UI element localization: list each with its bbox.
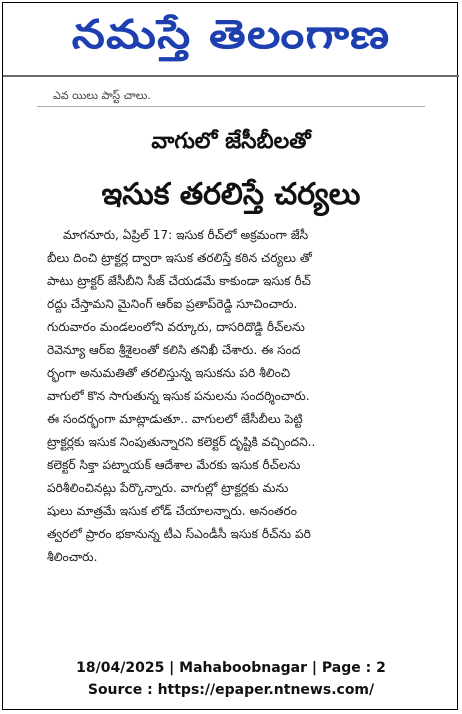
- body-line: రద్దు చేస్తామని మైనింగ్ ఆర్‌ఐ ప్రతాప్‌రెడ్డి సూచించారు.: [47, 297, 298, 311]
- body-line: ర్భంగా అనుమతితో తరలిస్తున్న ఇసుకను పరి శీలించి: [47, 366, 291, 380]
- body-line: శీలించారు.: [47, 550, 98, 564]
- clip-divider: [37, 106, 425, 107]
- body-line: కలెక్టర్ సిక్తా పట్నాయక్ ఆదేశాల మేరకు ఇసుక రీచ్‌లను: [47, 458, 301, 472]
- page-frame: [2, 2, 458, 710]
- article-body: [47, 224, 441, 569]
- body-line: బీలు దించి ట్రాక్టర్ల ద్వారా ఇసుక తరలిస్తే కఠిన చర్యలు తో: [47, 251, 312, 265]
- body-line: మాగనూరు, ఏప్రిల్ 17: ఇసుక రీచ్‌లో అక్రమంగా జేసీ: [63, 228, 309, 242]
- body-line: త్వరలో ప్రారం భకానున్న టీఎ స్‌ఎండీసీ ఇసుక రీచ్‌ను పరి: [47, 527, 311, 541]
- body-line: పాటు ట్రాక్టర్ జేసీబీని సీజ్ చేయడమే కాకుండా ఇసుక రీచ్: [47, 274, 311, 288]
- edition-info: 18/04/2025 | Mahaboobnagar | Page : 2: [76, 660, 386, 676]
- clip-footer: [3, 657, 459, 701]
- masthead: [3, 9, 459, 71]
- body-line: రెవెన్యూ ఆర్‌ఐ శ్రీశైలంతో కలిసి తనిఖీ చేశారు. ఈ సంద: [47, 343, 301, 357]
- body-line: పరిశీలించినట్లు పేర్కొన్నారు. వాగుల్లో ట్రాక్టర్లకు మను: [47, 481, 289, 495]
- article-headline: ఇసుక తరలిస్తే చర్యలు: [101, 177, 361, 212]
- previous-article-fragment: ఎవ యిలు పాస్ట్ చాలు.: [53, 89, 151, 102]
- body-line: ఈ సందర్భంగా మాట్లాడుతూ.. వాగులలో జేసీబీలు పెట్టి: [47, 412, 303, 426]
- body-line: గురువారం మండలంలోని వర్కూరు, దాసరిదొడ్డి రీచ్‌లను: [47, 320, 305, 334]
- article-kicker: వాగులో జేసీబీలతో: [151, 129, 311, 154]
- masthead-divider: [3, 75, 459, 77]
- source-link[interactable]: Source : https://epaper.ntnews.com/: [87, 682, 375, 698]
- body-line: ట్రాక్టర్లకు ఇసుక నింపుతున్నారని కలెక్టర్ దృష్టికి వచ్చిందని..: [47, 435, 316, 449]
- body-line: షులు మాత్రమే ఇసుక లోడ్ చేయాలన్నారు. అనంతరం: [47, 504, 297, 518]
- body-line: వాగులో కొన సాగుతున్న ఇసుక పనులను సందర్శించారు.: [47, 389, 310, 403]
- newspaper-logo: నమస్తే తెలంగాణ: [71, 12, 391, 58]
